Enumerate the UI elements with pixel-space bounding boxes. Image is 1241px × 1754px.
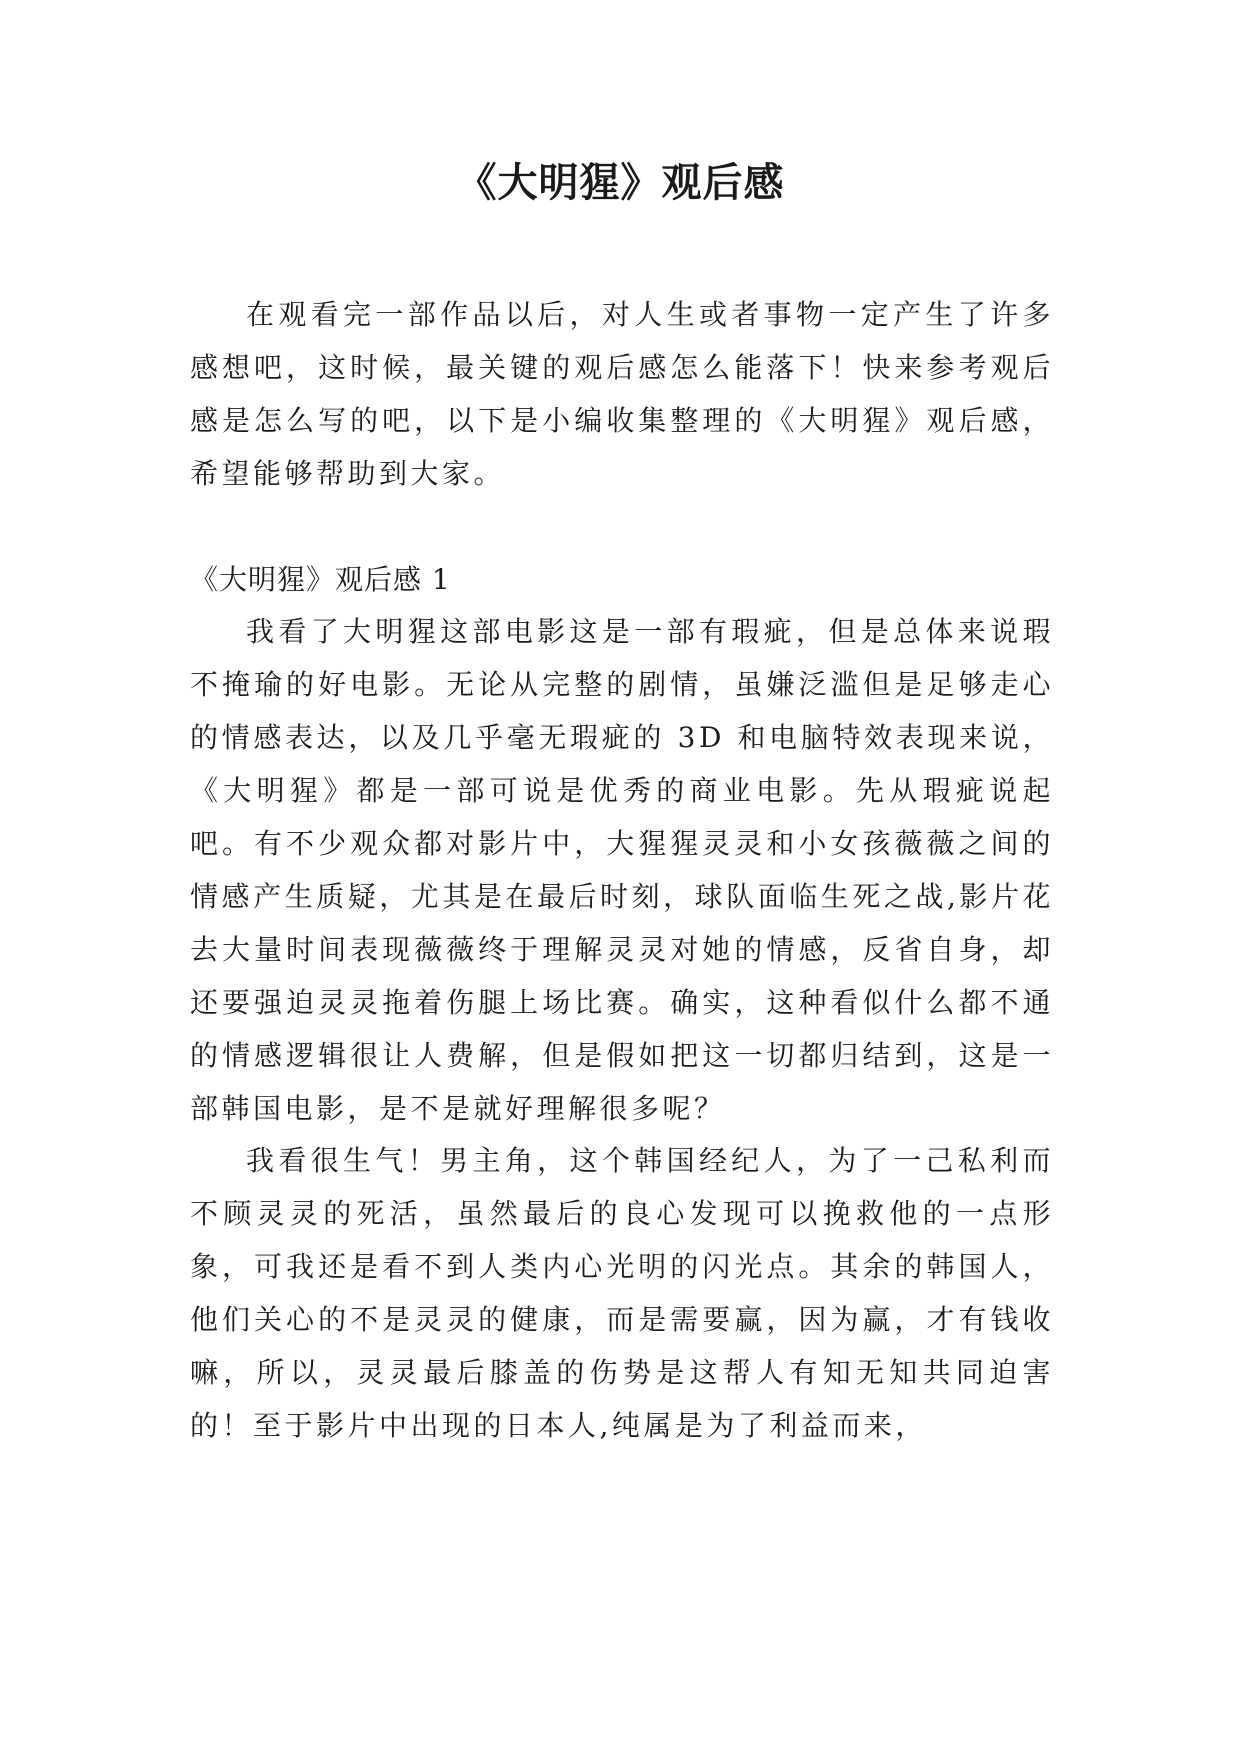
- intro-paragraph: 在观看完一部作品以后，对人生或者事物一定产生了许多感想吧，这时候，最关键的观后感怎么能落下！快来参考观后感是怎么写的吧，以下是小编收集整理的《大明猩》观后感，希望能够帮助到大家。: [190, 298, 1054, 490]
- body-paragraph-2: 我看很生气！男主角，这个韩国经纪人，为了一己私利而不顾灵灵的死活，虽然最后的良心发现可以挽救他的一点形象，可我还是看不到人类内心光明的闪光点。其余的韩国人，他们关心的不是灵灵的健康，而是需要赢，因为赢，才有钱收嘛，所以，灵灵最后膝盖的伤势是这帮人有知无知共同迫害的！至于影片中出现的日本人,纯属是为了利益而来，: [190, 1144, 1054, 1443]
- document-title: 《大明猩》观后感: [456, 159, 785, 206]
- section-heading: 《大明猩》观后感 1: [190, 562, 451, 596]
- document-body: [190, 289, 1054, 1453]
- body-paragraph-1: 我看了大明猩这部电影这是一部有瑕疵，但是总体来说瑕不掩瑜的好电影。无论从完整的剧情，虽嫌泛滥但是足够走心的情感表达，以及几乎毫无瑕疵的 3D 和电脑特效表现来说，《大明猩》都是一部可说是优秀的商业电影。先从瑕疵说起吧。有不少观众都对影片中，大猩猩灵灵和小女孩薇薇之间的情感产生质疑，尤其是在最后时刻，球队面临生死之战,影片花去大量时间表现薇薇终于理解灵灵对她的情感，反省自身，却还要强迫灵灵拖着伤腿上场比赛。确实，这种看似什么都不通的情感逻辑很让人费解，但是假如把这一切都归结到，这是一部韩国电影，是不是就好理解很多呢？: [190, 615, 1054, 1125]
